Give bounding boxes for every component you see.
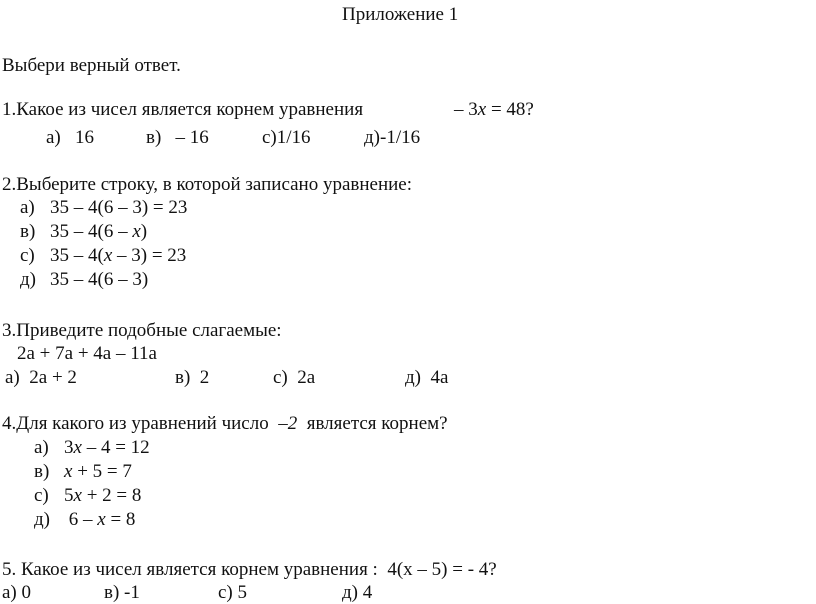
question-5-text: 5. Какое из чисел является корнем уравнения : 4(x – 5) = - 4? [2, 559, 497, 580]
question-3-option-b: в) 2 [175, 367, 210, 388]
question-5-option-c: с) 5 [218, 582, 248, 603]
question-2-text: 2.Выберите строку, в которой записано уравнение: [2, 174, 413, 195]
question-4-option-d: д) 6 – x = 8 [34, 509, 136, 530]
question-2-option-c: с) 35 – 4(x – 3) = 23 [20, 245, 187, 266]
question-2-option-b: в) 35 – 4(6 – x) [20, 221, 148, 242]
question-3-text: 3.Приведите подобные слагаемые: [2, 320, 282, 341]
question-3-option-a: а) 2a + 2 [5, 367, 77, 388]
question-4-option-c: с) 5x + 2 = 8 [34, 485, 142, 506]
question-2-option-d: д) 35 – 4(6 – 3) [20, 269, 149, 290]
question-4-text: 4.Для какого из уравнений число –2 является корнем? [2, 413, 448, 434]
question-3-expression: 2a + 7a + 4a – 11a [17, 343, 157, 364]
question-3-option-d: д) 4a [405, 367, 449, 388]
instructions: Выбери верный ответ. [2, 55, 181, 76]
question-4-option-a: а) 3x – 4 = 12 [34, 437, 150, 458]
question-1-option-c: с)1/16 [262, 127, 311, 148]
question-3-option-c: с) 2a [273, 367, 316, 388]
question-1-option-d: д)-1/16 [364, 127, 421, 148]
question-5-option-a: а) 0 [2, 582, 32, 603]
question-5-option-b: в) -1 [104, 582, 140, 603]
page-title: Приложение 1 [342, 4, 459, 25]
question-1-equation: – 3x = 48? [454, 99, 534, 120]
question-1-text: 1.Какое из чисел является корнем уравнения [2, 99, 364, 120]
question-1-option-a: а) 16 [46, 127, 95, 148]
question-1-option-b: в) – 16 [146, 127, 209, 148]
question-2-option-a: а) 35 – 4(6 – 3) = 23 [20, 197, 188, 218]
question-5-option-d: д) 4 [342, 582, 373, 603]
question-4-option-b: в) x + 5 = 7 [34, 461, 132, 482]
